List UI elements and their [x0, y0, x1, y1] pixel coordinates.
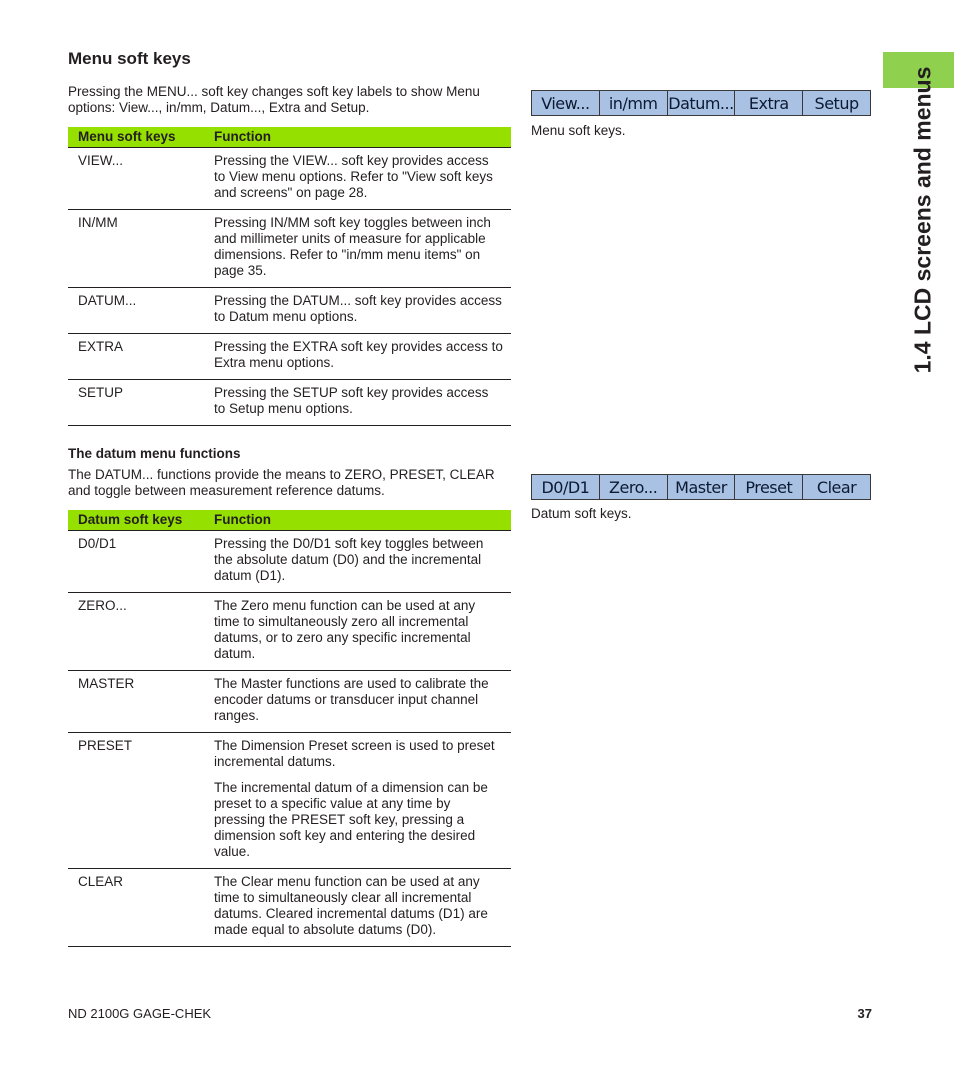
menu-table-header-function: Function: [214, 127, 511, 147]
datum-table-row: [68, 732, 511, 868]
menu-table-header-key: Menu soft keys: [68, 127, 214, 147]
datum-table-header-key: Datum soft keys: [68, 510, 214, 530]
datum-table-header-row: [68, 510, 511, 530]
menu-row-function-paragraph: Pressing the EXTRA soft key provides access to Extra menu options.: [214, 338, 503, 370]
datum-row-key: CLEAR: [68, 868, 214, 946]
datum-section-intro: The DATUM... functions provide the means to ZERO, PRESET, CLEAR and toggle between measurement reference datums.: [68, 467, 495, 498]
menu-row-key: SETUP: [68, 379, 214, 425]
menu-table-row: [68, 379, 511, 425]
menu-row-key: IN/MM: [68, 209, 214, 287]
menu-table-row: [68, 209, 511, 287]
datum-row-key: ZERO...: [68, 592, 214, 670]
menu-row-function: [214, 333, 511, 379]
datum-row-function-paragraph: Pressing the D0/D1 soft key toggles between the absolute datum (D0) and the incremental datum (D1).: [214, 535, 484, 583]
menu-softkey-extra: Extra: [735, 91, 803, 115]
menu-row-function: [214, 379, 511, 425]
datum-row-function: [214, 732, 511, 868]
datum-table-row: [68, 592, 511, 670]
datum-row-function-paragraph: The Dimension Preset screen is used to preset incremental datums.: [214, 737, 495, 769]
menu-row-function-paragraph: Pressing IN/MM soft key toggles between inch and millimeter units of measure for applicable dimensions. Refer to "in/mm menu items" on page 35.: [214, 214, 491, 278]
datum-softkeys-caption: Datum soft keys.: [531, 506, 632, 521]
datum-row-key: D0/D1: [68, 530, 214, 592]
datum-softkey-master: Master: [668, 475, 736, 499]
menu-row-function-paragraph: Pressing the SETUP soft key provides access to Setup menu options.: [214, 384, 489, 416]
datum-softkey-preset: Preset: [735, 475, 803, 499]
datum-row-function: [214, 530, 511, 592]
menu-table-row: [68, 147, 511, 209]
menu-row-key: DATUM...: [68, 287, 214, 333]
menu-softkey-bar: [531, 90, 871, 116]
menu-row-key: EXTRA: [68, 333, 214, 379]
menu-row-function: [214, 209, 511, 287]
datum-row-key: PRESET: [68, 732, 214, 868]
menu-section-intro: Pressing the MENU... soft key changes soft key labels to show Menu options: View..., in/mm, Datum..., Extra and Setup.: [68, 84, 480, 115]
menu-softkey-setup: Setup: [814, 93, 859, 113]
menu-row-function-paragraph: Pressing the DATUM... soft key provides access to Datum menu options.: [214, 292, 502, 324]
datum-section-heading: The datum menu functions: [68, 446, 241, 461]
menu-row-function: [214, 287, 511, 333]
datum-row-function-paragraph: The incremental datum of a dimension can be preset to a specific value at any time by pressing the PRESET soft key, pressing a dimension soft key and entering the desired value.: [214, 779, 488, 859]
datum-softkey-bar: [531, 474, 871, 500]
menu-table-row: [68, 287, 511, 333]
datum-row-function: [214, 670, 511, 732]
datum-softkey-zero: Zero...: [600, 475, 668, 499]
menu-table-row: [68, 333, 511, 379]
datum-row-key: MASTER: [68, 670, 214, 732]
menu-section-heading: Menu soft keys: [68, 49, 191, 68]
datum-row-function-paragraph: The Clear menu function can be used at any time to simultaneously clear all incremental datums. Cleared incremental datums (D1) are made equal to absolute datums (D0).: [214, 873, 488, 937]
menu-softkey-in-mm: in/mm: [600, 91, 668, 115]
datum-table-header-function: Function: [214, 510, 511, 530]
datum-row-function: [214, 868, 511, 946]
menu-row-function: [214, 147, 511, 209]
datum-table-row: [68, 670, 511, 732]
menu-row-key: VIEW...: [68, 147, 214, 209]
datum-table-row: [68, 530, 511, 592]
menu-softkey-view: View...: [532, 91, 600, 115]
datum-table-row: [68, 868, 511, 946]
menu-table-header-row: [68, 127, 511, 147]
datum-row-function-paragraph: The Zero menu function can be used at any time to simultaneously zero all incremental datums, or to zero any specific incremental datum.: [214, 597, 476, 661]
menu-softkeys-caption: Menu soft keys.: [531, 123, 626, 138]
datum-row-function-paragraph: The Master functions are used to calibrate the encoder datums or transducer input channel ranges.: [214, 675, 489, 723]
menu-softkey-datum: Datum...: [668, 91, 736, 115]
datum-softkey-clear: Clear: [816, 477, 857, 497]
footer-product-name: ND 2100G GAGE-CHEK: [68, 1006, 212, 1021]
datum-row-function: [214, 592, 511, 670]
datum-softkeys-table: [68, 510, 511, 947]
footer-page-number: 37: [857, 1006, 872, 1021]
chapter-side-title-text: 1.4 LCD screens and menus: [909, 66, 936, 374]
chapter-side-title: [895, 52, 954, 392]
datum-softkey-d0-d1: D0/D1: [532, 475, 600, 499]
menu-row-function-paragraph: Pressing the VIEW... soft key provides access to View menu options. Refer to "View soft keys and screens" on page 28.: [214, 152, 493, 200]
menu-softkeys-table: [68, 127, 511, 426]
